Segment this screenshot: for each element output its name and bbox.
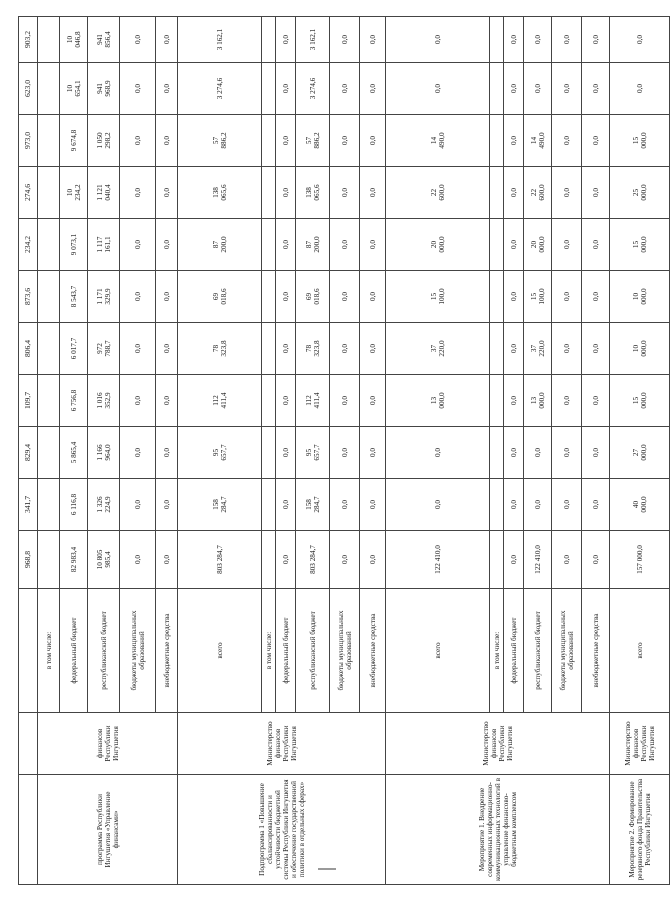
value-cell: 0,0 xyxy=(552,323,582,375)
value-cell: 138 065,6 xyxy=(296,167,330,219)
value-cell: 0,0 xyxy=(582,375,610,427)
funding-source-cell: внебюджетные средства xyxy=(156,589,178,713)
header-value-cell: 274,6 xyxy=(19,167,38,219)
value-cell: 0,0 xyxy=(360,479,386,531)
value-cell: 0,0 xyxy=(276,479,296,531)
value-cell: 10 654,1 xyxy=(60,63,88,115)
value-cell: 0,0 xyxy=(330,219,360,271)
value-cell: 1 326 224,9 xyxy=(88,479,120,531)
funding-source-cell: в том числе: xyxy=(490,589,504,713)
value-cell xyxy=(38,115,60,167)
value-cell: 0,0 xyxy=(524,17,552,63)
value-cell: 0,0 xyxy=(156,167,178,219)
value-cell: 69 018,6 xyxy=(296,271,330,323)
value-cell: 0,0 xyxy=(386,479,490,531)
value-cell: 0,0 xyxy=(582,115,610,167)
funding-source-cell: внебюджетные средства xyxy=(582,589,610,713)
value-cell: 0,0 xyxy=(504,167,524,219)
value-cell xyxy=(490,63,504,115)
value-cell: 0,0 xyxy=(276,63,296,115)
value-cell: 6 017,7 xyxy=(60,323,88,375)
value-cell: 0,0 xyxy=(360,375,386,427)
value-cell: 0,0 xyxy=(360,219,386,271)
value-cell: 0,0 xyxy=(504,323,524,375)
header-value-cell: 903,2 xyxy=(19,17,38,63)
funding-source-cell: республиканский бюджет xyxy=(296,589,330,713)
executor-cell: финансов Республики Ингушетия xyxy=(38,713,178,775)
budget-table xyxy=(18,16,670,885)
value-cell: 25 000,0 xyxy=(610,167,670,219)
funding-source-cell: федеральный бюджет xyxy=(60,589,88,713)
value-cell: 0,0 xyxy=(504,427,524,479)
value-cell: 0,0 xyxy=(610,17,670,63)
header-value-cell: 873,6 xyxy=(19,271,38,323)
value-cell: 0,0 xyxy=(276,323,296,375)
value-cell xyxy=(262,531,276,589)
value-cell: 0,0 xyxy=(156,115,178,167)
header-value-cell: 109,7 xyxy=(19,375,38,427)
value-cell: 0,0 xyxy=(156,219,178,271)
value-cell: 20 000,0 xyxy=(386,219,490,271)
header-value-cell: 829,4 xyxy=(19,427,38,479)
value-cell: 69 018,6 xyxy=(178,271,262,323)
funding-source-cell: бюджеты муниципальных образований xyxy=(120,589,156,713)
value-cell: 1 117 161,1 xyxy=(88,219,120,271)
value-cell: 941 856,4 xyxy=(88,17,120,63)
value-cell: 112 411,4 xyxy=(178,375,262,427)
value-cell: 0,0 xyxy=(276,167,296,219)
value-cell: 22 600,0 xyxy=(386,167,490,219)
value-cell xyxy=(38,271,60,323)
value-cell xyxy=(490,531,504,589)
table-row xyxy=(610,17,670,885)
value-cell: 1 166 964,0 xyxy=(88,427,120,479)
funding-source-cell: в том числе: xyxy=(262,589,276,713)
value-cell: 0,0 xyxy=(504,63,524,115)
value-cell: 0,0 xyxy=(582,63,610,115)
value-cell: 0,0 xyxy=(360,63,386,115)
value-cell: 22 600,0 xyxy=(524,167,552,219)
program-cell: программа Республики Ингушетия «Управление финансами» xyxy=(38,775,178,885)
funding-source-cell: всего xyxy=(386,589,490,713)
value-cell: 78 323,8 xyxy=(178,323,262,375)
table-row xyxy=(178,17,262,885)
value-cell: 0,0 xyxy=(120,63,156,115)
value-cell xyxy=(38,531,60,589)
value-cell: 0,0 xyxy=(330,479,360,531)
value-cell: 87 200,0 xyxy=(296,219,330,271)
value-cell: 0,0 xyxy=(504,375,524,427)
value-cell xyxy=(262,17,276,63)
value-cell: 57 886,2 xyxy=(178,115,262,167)
value-cell: 78 323,8 xyxy=(296,323,330,375)
value-cell: 0,0 xyxy=(330,167,360,219)
value-cell: 37 220,0 xyxy=(386,323,490,375)
value-cell: 0,0 xyxy=(582,17,610,63)
value-cell: 14 490,0 xyxy=(524,115,552,167)
funding-source-cell: всего xyxy=(610,589,670,713)
value-cell xyxy=(262,219,276,271)
value-cell: 158 284,7 xyxy=(178,479,262,531)
table-row xyxy=(386,17,490,885)
value-cell: 0,0 xyxy=(552,219,582,271)
value-cell: 0,0 xyxy=(386,427,490,479)
value-cell xyxy=(38,167,60,219)
program-cell: Подпрограмма 1 «Повышение сбалансированности и устойчивости бюджетной системы Республики Ингушетия и обеспечение государственной политики в отдельных сферах» xyxy=(178,775,386,885)
value-cell: 0,0 xyxy=(582,167,610,219)
value-cell: 3 274,6 xyxy=(178,63,262,115)
executor-cell: Министерство финансов Республики Ингушетия xyxy=(610,713,670,775)
value-cell xyxy=(490,219,504,271)
value-cell: 0,0 xyxy=(120,17,156,63)
value-cell: 0,0 xyxy=(360,427,386,479)
value-cell: 0,0 xyxy=(276,115,296,167)
value-cell: 0,0 xyxy=(276,271,296,323)
value-cell: 5 865,4 xyxy=(60,427,88,479)
value-cell: 15 100,0 xyxy=(386,271,490,323)
value-cell: 1 171 329,9 xyxy=(88,271,120,323)
value-cell: 0,0 xyxy=(156,375,178,427)
value-cell: 0,0 xyxy=(552,115,582,167)
value-cell: 0,0 xyxy=(330,531,360,589)
value-cell: 0,0 xyxy=(552,17,582,63)
value-cell xyxy=(38,63,60,115)
value-cell: 0,0 xyxy=(330,427,360,479)
value-cell: 0,0 xyxy=(360,323,386,375)
value-cell xyxy=(38,375,60,427)
value-cell: 15 000,0 xyxy=(610,375,670,427)
value-cell xyxy=(490,427,504,479)
value-cell: 6 116,8 xyxy=(60,479,88,531)
value-cell: 0,0 xyxy=(360,115,386,167)
header-blank-cell xyxy=(19,713,38,775)
value-cell: 0,0 xyxy=(330,375,360,427)
program-cell: Мероприятие 1. Внедрение современных информационно-коммуникационных технологий в управление финансово-бюджетным комплексом xyxy=(386,775,610,885)
value-cell: 0,0 xyxy=(552,375,582,427)
value-cell: 0,0 xyxy=(120,115,156,167)
executor-cell: Министерство финансов Республики Ингушетия xyxy=(386,713,610,775)
value-cell xyxy=(38,479,60,531)
value-cell: 0,0 xyxy=(120,323,156,375)
value-cell: 138 065,6 xyxy=(178,167,262,219)
value-cell: 15 000,0 xyxy=(610,219,670,271)
value-cell: 14 490,0 xyxy=(386,115,490,167)
value-cell: 0,0 xyxy=(120,427,156,479)
value-cell xyxy=(490,323,504,375)
value-cell: 0,0 xyxy=(386,63,490,115)
value-cell: 0,0 xyxy=(582,219,610,271)
value-cell: 1 121 040,4 xyxy=(88,167,120,219)
value-cell: 0,0 xyxy=(386,17,490,63)
value-cell xyxy=(490,17,504,63)
value-cell: 0,0 xyxy=(156,323,178,375)
value-cell: 0,0 xyxy=(524,479,552,531)
value-cell: 13 000,0 xyxy=(524,375,552,427)
value-cell: 13 000,0 xyxy=(386,375,490,427)
value-cell: 0,0 xyxy=(360,531,386,589)
value-cell: 158 284,7 xyxy=(296,479,330,531)
value-cell xyxy=(490,375,504,427)
value-cell xyxy=(262,167,276,219)
value-cell xyxy=(262,323,276,375)
value-cell: 0,0 xyxy=(504,271,524,323)
value-cell: 0,0 xyxy=(276,375,296,427)
header-value-cell: 623,0 xyxy=(19,63,38,115)
funding-source-cell: федеральный бюджет xyxy=(504,589,524,713)
value-cell: 0,0 xyxy=(156,479,178,531)
header-value-cell: 341,7 xyxy=(19,479,38,531)
value-cell xyxy=(262,479,276,531)
value-cell: 0,0 xyxy=(120,531,156,589)
value-cell: 0,0 xyxy=(504,479,524,531)
value-cell: 57 886,2 xyxy=(296,115,330,167)
funding-source-cell: республиканский бюджет xyxy=(524,589,552,713)
value-cell: 10 046,8 xyxy=(60,17,88,63)
value-cell xyxy=(490,271,504,323)
value-cell: 3 162,1 xyxy=(296,17,330,63)
funding-source-cell: федеральный бюджет xyxy=(276,589,296,713)
value-cell: 0,0 xyxy=(120,271,156,323)
scan-mark xyxy=(318,868,336,870)
value-cell: 10 000,0 xyxy=(610,323,670,375)
funding-source-cell: бюджеты муниципальных образований xyxy=(552,589,582,713)
value-cell: 0,0 xyxy=(360,17,386,63)
header-value-cell: 973,0 xyxy=(19,115,38,167)
value-cell: 0,0 xyxy=(330,17,360,63)
value-cell: 95 657,7 xyxy=(178,427,262,479)
value-cell: 3 274,6 xyxy=(296,63,330,115)
value-cell: 0,0 xyxy=(582,323,610,375)
funding-source-cell: всего xyxy=(178,589,262,713)
value-cell xyxy=(262,115,276,167)
value-cell: 0,0 xyxy=(552,271,582,323)
value-cell: 122 410,0 xyxy=(386,531,490,589)
value-cell: 37 220,0 xyxy=(524,323,552,375)
funding-source-cell: внебюджетные средства xyxy=(360,589,386,713)
value-cell: 122 410,0 xyxy=(524,531,552,589)
value-cell: 0,0 xyxy=(360,271,386,323)
value-cell: 0,0 xyxy=(120,167,156,219)
value-cell: 972 788,7 xyxy=(88,323,120,375)
value-cell: 95 657,7 xyxy=(296,427,330,479)
value-cell: 112 411,4 xyxy=(296,375,330,427)
value-cell xyxy=(262,375,276,427)
value-cell xyxy=(38,323,60,375)
header-row xyxy=(19,17,38,885)
value-cell: 0,0 xyxy=(276,17,296,63)
header-value-cell: 968,8 xyxy=(19,531,38,589)
executor-cell: Министерство финансов Республики Ингушетия xyxy=(178,713,386,775)
value-cell: 0,0 xyxy=(552,479,582,531)
value-cell: 0,0 xyxy=(552,63,582,115)
value-cell xyxy=(38,17,60,63)
value-cell: 1 050 298,2 xyxy=(88,115,120,167)
value-cell xyxy=(490,115,504,167)
value-cell: 87 200,0 xyxy=(178,219,262,271)
value-cell: 0,0 xyxy=(504,219,524,271)
header-blank-cell xyxy=(19,589,38,713)
value-cell: 0,0 xyxy=(504,115,524,167)
value-cell: 0,0 xyxy=(120,479,156,531)
value-cell: 0,0 xyxy=(504,531,524,589)
value-cell: 0,0 xyxy=(120,375,156,427)
value-cell: 0,0 xyxy=(156,17,178,63)
value-cell: 10 805 985,4 xyxy=(88,531,120,589)
value-cell: 9 674,8 xyxy=(60,115,88,167)
value-cell: 0,0 xyxy=(330,115,360,167)
table-body xyxy=(19,17,670,885)
program-cell: Мероприятие 2. Формирование резервного фонда Правительства Республики Ингушетия xyxy=(610,775,670,885)
table-row xyxy=(38,17,60,885)
value-cell: 0,0 xyxy=(330,63,360,115)
value-cell: 0,0 xyxy=(156,531,178,589)
value-cell: 0,0 xyxy=(276,531,296,589)
value-cell: 82 983,4 xyxy=(60,531,88,589)
value-cell: 6 756,8 xyxy=(60,375,88,427)
funding-source-cell: республиканский бюджет xyxy=(88,589,120,713)
value-cell: 1 016 352,9 xyxy=(88,375,120,427)
value-cell: 20 000,0 xyxy=(524,219,552,271)
value-cell xyxy=(262,271,276,323)
value-cell: 10 234,2 xyxy=(60,167,88,219)
funding-source-cell: бюджеты муниципальных образований xyxy=(330,589,360,713)
value-cell: 0,0 xyxy=(120,219,156,271)
value-cell xyxy=(38,219,60,271)
value-cell: 0,0 xyxy=(524,63,552,115)
value-cell: 803 284,7 xyxy=(178,531,262,589)
value-cell: 0,0 xyxy=(582,427,610,479)
value-cell: 941 968,9 xyxy=(88,63,120,115)
value-cell: 0,0 xyxy=(504,17,524,63)
value-cell xyxy=(262,63,276,115)
value-cell: 157 000,0 xyxy=(610,531,670,589)
value-cell: 0,0 xyxy=(552,427,582,479)
value-cell: 0,0 xyxy=(582,271,610,323)
value-cell: 0,0 xyxy=(582,479,610,531)
value-cell: 15 100,0 xyxy=(524,271,552,323)
funding-source-cell: в том числе: xyxy=(38,589,60,713)
value-cell xyxy=(262,427,276,479)
value-cell: 27 000,0 xyxy=(610,427,670,479)
value-cell: 40 000,0 xyxy=(610,479,670,531)
value-cell: 8 543,7 xyxy=(60,271,88,323)
value-cell: 0,0 xyxy=(360,167,386,219)
value-cell: 0,0 xyxy=(582,531,610,589)
value-cell: 0,0 xyxy=(610,63,670,115)
value-cell: 0,0 xyxy=(330,271,360,323)
value-cell: 9 073,1 xyxy=(60,219,88,271)
value-cell: 0,0 xyxy=(524,427,552,479)
value-cell xyxy=(38,427,60,479)
header-value-cell: 806,4 xyxy=(19,323,38,375)
value-cell: 0,0 xyxy=(156,271,178,323)
value-cell: 10 000,0 xyxy=(610,271,670,323)
value-cell: 0,0 xyxy=(552,167,582,219)
value-cell: 0,0 xyxy=(156,63,178,115)
value-cell: 803 284,7 xyxy=(296,531,330,589)
value-cell: 0,0 xyxy=(276,427,296,479)
value-cell xyxy=(490,167,504,219)
value-cell xyxy=(490,479,504,531)
value-cell: 0,0 xyxy=(156,427,178,479)
value-cell: 0,0 xyxy=(330,323,360,375)
value-cell: 3 162,1 xyxy=(178,17,262,63)
value-cell: 0,0 xyxy=(552,531,582,589)
header-value-cell: 234,2 xyxy=(19,219,38,271)
header-blank-cell xyxy=(19,775,38,885)
value-cell: 0,0 xyxy=(276,219,296,271)
value-cell: 15 000,0 xyxy=(610,115,670,167)
